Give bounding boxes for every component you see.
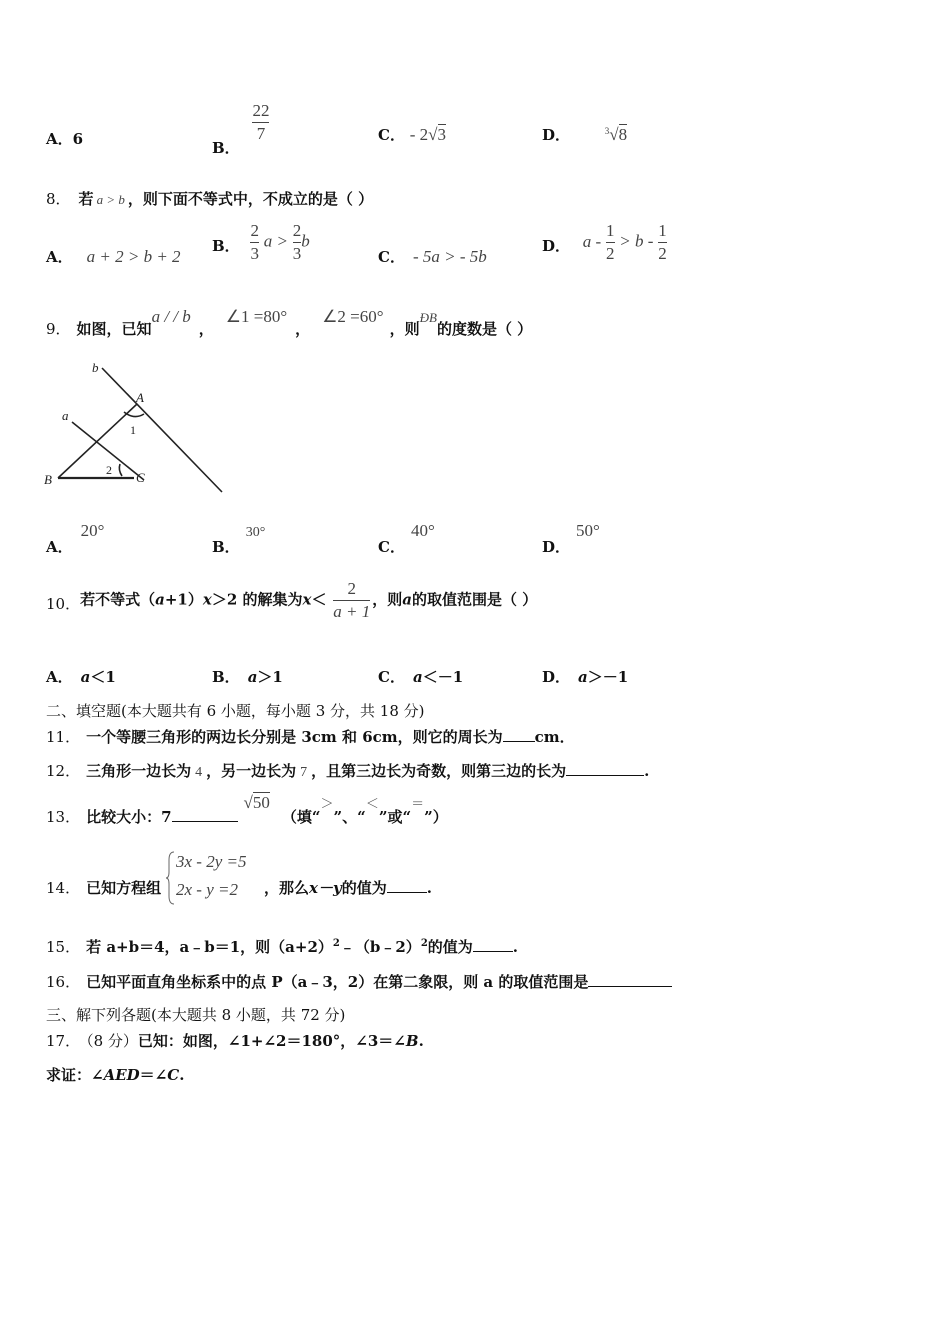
brace-icon (166, 850, 176, 906)
q9-figure (44, 360, 228, 496)
q16: 16． 已知平面直角坐标系中的点 P（a﹣3，2）在第二象限，则 a 的取值范围是 (46, 971, 672, 992)
q16-blank[interactable] (588, 972, 672, 987)
q17: 17． （8 分）已知：如图，∠1+∠2＝180°，∠3＝∠B. (46, 1032, 424, 1050)
q14-blank[interactable] (387, 878, 427, 893)
q9-stem: 9． 如图，已知a / / b，∠1 =80°，∠2 =60°，则ÐB的度数是（ ） (46, 307, 533, 338)
q10-option-d: D． a＞－1 (542, 668, 629, 686)
label-b: b (92, 360, 99, 375)
q10-option-a: A． a＜1 (46, 668, 116, 686)
q7-option-c: C． - 2√3 (378, 125, 446, 144)
q7-option-b: B． $\frac{22}{7}$ (212, 101, 270, 157)
q11: 11． 一个等腰三角形的两边长分别是 3cm 和 6cm，则它的周长为 cm． (46, 728, 575, 746)
q8-stem: 8． 若 a > b ，则下面不等式中，不成立的是（ ） (46, 190, 374, 208)
q10-option-b: B． a＞1 (212, 668, 283, 686)
label-B: B (44, 472, 52, 487)
q7-option-d: D． $^3$√8 (542, 125, 628, 144)
q8-option-a: A． a + 2 > b + 2 (46, 247, 181, 266)
q9-option-c: C．40° (378, 521, 435, 556)
label-C: C (136, 470, 145, 485)
q10-option-c: C． a＜－1 (378, 668, 464, 686)
section-2-heading: 二、填空题(本大题共有 6 小题，每小题 3 分，共 18 分) (46, 702, 425, 720)
q17-prove: 求证：∠AED＝∠C. (46, 1066, 185, 1084)
q9-option-d: D．50° (542, 521, 600, 556)
q14-system: 3x - 2y =5 2x - y =2 (166, 848, 246, 904)
angle-2-arc (119, 464, 122, 476)
q13-blank[interactable] (172, 807, 238, 822)
q14-stem: 14． 已知方程组 (46, 879, 162, 897)
q8-option-b: B． $\frac{2}{3}$ a > $\frac{2}{3}$ b (212, 221, 310, 263)
label-1: 1 (130, 423, 136, 437)
label-a: a (62, 408, 69, 423)
line-ba (58, 404, 137, 478)
q15-blank[interactable] (473, 937, 513, 952)
q10-stem: 10．若不等式（a+1）x＞2 的解集为x＜ $\frac{2}{a + 1}$ ，则a的取值范围是（ ） (46, 579, 538, 621)
q12-blank[interactable] (566, 761, 644, 776)
q9-option-b: B．30° (212, 525, 266, 556)
label-A: A (136, 390, 144, 405)
section-3-heading: 三、解下列各题(本大题共 8 小题，共 72 分) (46, 1006, 346, 1024)
q7-option-a: A．6 (46, 130, 84, 148)
q11-blank[interactable] (503, 727, 535, 742)
q8-option-c: C． - 5a > - 5b (378, 247, 487, 266)
q8-option-d: D． a - $\frac{1}{2}$ > b - $\frac{1}{2}$ (542, 221, 667, 263)
q13: 13． 比较大小：7√50（填“＞”、“＜”或“＝”） (46, 793, 448, 826)
q9-option-a: A．20° (46, 521, 105, 556)
q12: 12． 三角形一边长为 4 ，另一边长为 7 ，且第三边长为奇数，则第三边的长为 . (46, 762, 650, 780)
q14-tail: ，那么x－y的值为 . (264, 879, 432, 897)
label-2: 2 (106, 463, 112, 477)
q15: 15． 若 a+b＝4，a﹣b＝1，则$(a+2)^2﹣(b﹣2)^2$的值为 . (46, 938, 519, 956)
